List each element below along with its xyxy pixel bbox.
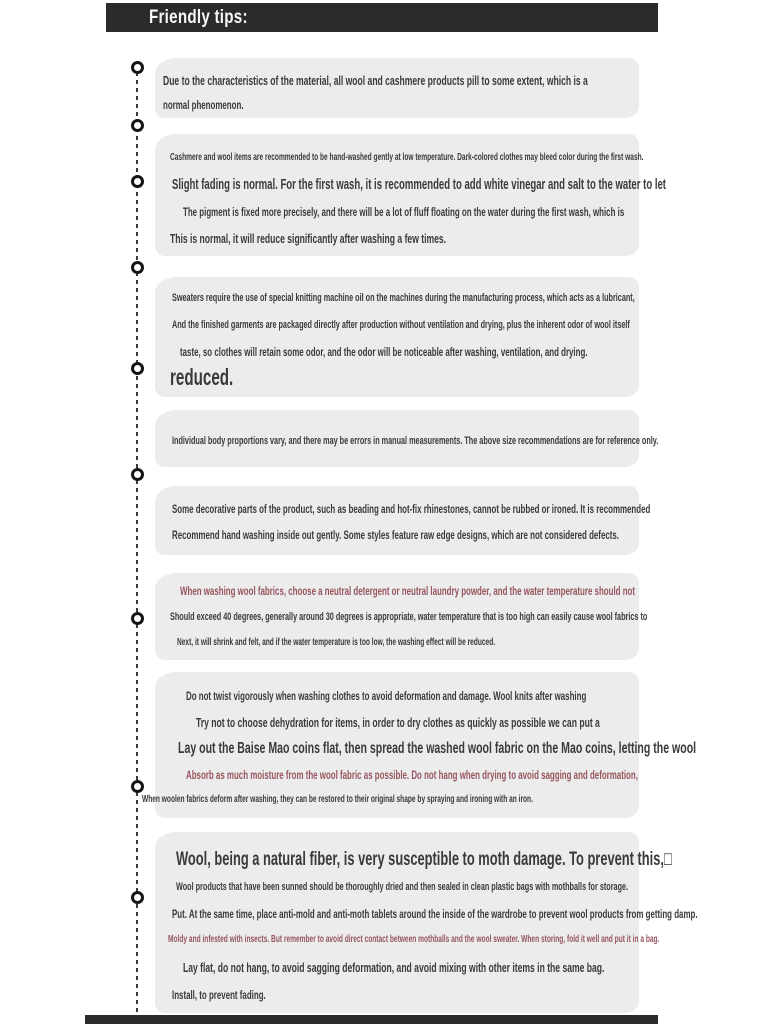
tip-line: reduced. — [170, 364, 234, 390]
tip-line: Wool, being a natural fiber, is very susceptible to moth damage. To prevent this,□ — [176, 848, 672, 870]
tip-line: Cashmere and wool items are recommended to be hand-washed gently at low temperature. Dark-colored clothes may bleed color during the first wash. — [170, 152, 644, 163]
tip-line: The pigment is fixed more precisely, and there will be a lot of fluff floating on the water during the first wash, which is — [183, 205, 625, 219]
tip-line: Should exceed 40 degrees, generally around 30 degrees is appropriate, water temperature that is too high can easily cause wool fabrics to — [170, 611, 648, 623]
tip-line: normal phenomenon. — [163, 98, 244, 112]
tip-line: Next, it will shrink and felt, and if the water temperature is too low, the washing effect will be reduced. — [177, 637, 496, 648]
tip-block — [155, 832, 698, 1013]
tip-block — [155, 277, 639, 397]
section-title: Friendly tips: — [149, 7, 248, 28]
timeline-bullet — [131, 261, 144, 274]
tip-line: Lay out the Baise Mao coins flat, then spread the washed wool fabric on the Mao coins, letting the wool — [178, 740, 697, 757]
timeline-bullet — [131, 891, 144, 904]
tip-line: Do not twist vigorously when washing clothes to avoid deformation and damage. Wool knits after washing — [186, 689, 587, 703]
tip-line: When woolen fabrics deform after washing, they can be restored to their original shape by spraying and ironing with an iron. — [142, 794, 533, 805]
timeline-line — [136, 64, 138, 1024]
tip-line: Install, to prevent fading. — [172, 988, 266, 1002]
tip-line: Individual body proportions vary, and there may be errors in manual measurements. The above size recommendations are for reference only. — [172, 435, 659, 447]
tip-line: Slight fading is normal. For the first wash, it is recommended to add white vinegar and salt to the water to let — [172, 177, 666, 193]
timeline-bullet — [131, 468, 144, 481]
tip-block — [142, 672, 697, 818]
tip-line-accent: Moldy and infested with insects. But remember to avoid direct contact between mothballs and the wool sweater. When storing, fold it well and put it in a bag. — [168, 934, 660, 945]
tip-line: Some decorative parts of the product, such as beading and hot-fix rhinestones, cannot be rubbed or ironed. It is recommended — [172, 502, 651, 516]
timeline-bullet — [131, 61, 144, 74]
timeline-bullet — [131, 119, 144, 132]
tip-block — [155, 134, 666, 256]
tip-block — [155, 573, 648, 660]
timeline-bullet — [131, 175, 144, 188]
tip-block — [155, 486, 651, 555]
tip-line: Due to the characteristics of the material, all wool and cashmere products pill to some extent, which is a — [163, 73, 588, 88]
tip-line: Lay flat, do not hang, to avoid sagging deformation, and avoid mixing with other items in the same bag. — [183, 960, 605, 975]
tip-line: Recommend hand washing inside out gently. Some styles feature raw edge designs, which are not considered defects. — [172, 528, 620, 542]
tip-line: Put. At the same time, place anti-mold and anti-moth tablets around the inside of the wardrobe to prevent wool products from getting damp. — [172, 907, 698, 921]
tip-line: Try not to choose dehydration for items, in order to dry clothes as quickly as possible we can put a — [196, 715, 600, 730]
tip-block — [155, 58, 639, 118]
tip-line: This is normal, it will reduce significantly after washing a few times. — [170, 231, 447, 246]
tip-line: Wool products that have been sunned should be thoroughly dried and then sealed in clean plastic bags with mothballs for storage. — [176, 881, 629, 893]
tip-line: And the finished garments are packaged directly after production without ventilation and drying, plus the inherent odor of wool itself — [172, 319, 630, 331]
tip-line: Sweaters require the use of special knitting machine oil on the machines during the manufacturing process, which acts as a lubricant, — [172, 292, 635, 304]
section-header-bar — [106, 3, 658, 32]
tip-block — [155, 410, 659, 467]
timeline-bullet — [131, 362, 144, 375]
tip-line: taste, so clothes will retain some odor, and the odor will be noticeable after washing, ventilation, and drying. — [180, 345, 588, 359]
tip-line-accent: When washing wool fabrics, choose a neutral detergent or neutral laundry powder, and the water temperature should not — [180, 584, 636, 598]
timeline-bullet — [131, 780, 144, 793]
tip-line-accent: Absorb as much moisture from the wool fabric as possible. Do not hang when drying to avoid sagging and deformation, — [186, 768, 638, 782]
next-section-bar — [85, 1015, 658, 1024]
timeline-bullet — [131, 612, 144, 625]
